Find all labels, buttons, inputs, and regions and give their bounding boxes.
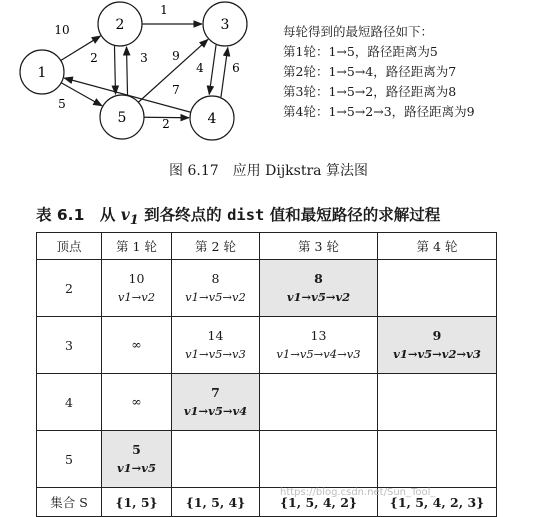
edge-weight-1-2: 10 — [54, 23, 70, 37]
figure-caption: 图 6.17 应用 Dijkstra 算法图 — [169, 163, 368, 179]
node-label-1: 1 — [37, 65, 47, 81]
dist-value: 10 — [128, 271, 145, 286]
dist-path: v1→v5 — [116, 461, 156, 475]
dist-cell — [378, 374, 497, 431]
dist-path: v1→v5→v3 — [185, 347, 246, 361]
table-row — [37, 317, 497, 374]
footer-set-round-4: {1, 5, 4, 2, 3} — [378, 488, 497, 517]
round-3-line: 第3轮：1→5→2，路径距离为8 — [283, 84, 457, 99]
table-title-var-sub: 1 — [129, 213, 139, 229]
dist-value: 8 — [314, 271, 323, 286]
node-label-3: 3 — [220, 17, 230, 33]
edge-weight-4-1: 7 — [172, 83, 180, 97]
edge-5-2 — [126, 47, 127, 95]
dist-cell — [260, 374, 378, 431]
round-4-line: 第4轮：1→5→2→3，路径距离为9 — [283, 104, 475, 119]
node-label-2: 2 — [115, 17, 125, 33]
dist-table — [36, 232, 497, 517]
vertex-cell: 5 — [37, 431, 102, 488]
dist-value: 5 — [132, 442, 141, 457]
dist-path: v1→v5→v2 — [185, 290, 246, 304]
dist-cell — [102, 317, 172, 374]
dist-value: 8 — [211, 271, 220, 286]
dist-value: 13 — [310, 328, 327, 343]
dist-path: v1→v2 — [117, 290, 156, 304]
footer-label: 集合 S — [37, 488, 102, 517]
dist-path: v1→v5→v4 — [183, 404, 248, 418]
dist-path: v1→v5→v2→v3 — [393, 347, 481, 361]
round-2-line: 第2轮：1→5→4，路径距离为7 — [283, 64, 457, 79]
dist-value: 14 — [207, 328, 224, 343]
dist-cell — [102, 260, 172, 317]
edge-weight-5-4: 2 — [162, 117, 170, 131]
table-title-middle: 到各终点的 — [138, 206, 228, 224]
dist-cell — [172, 431, 260, 488]
node-label-5: 5 — [117, 110, 127, 126]
node-label-4: 4 — [207, 111, 217, 127]
dijkstra-graph — [0, 0, 280, 155]
dist-value: ∞ — [131, 394, 142, 409]
dist-cell — [172, 260, 260, 317]
edge-2-5 — [114, 46, 115, 94]
dist-cell — [378, 317, 497, 374]
table-title — [36, 203, 440, 228]
vertex-cell: 4 — [37, 374, 102, 431]
dist-value: 9 — [432, 328, 442, 343]
dist-value: ∞ — [131, 337, 142, 352]
header-round-1: 第 1 轮 — [102, 233, 172, 260]
footer-set-round-3: {1, 5, 4, 2} — [260, 488, 378, 517]
dist-cell — [260, 431, 378, 488]
edge-weight-5-3: 9 — [172, 49, 180, 63]
rounds-heading: 每轮得到的最短路径如下： — [283, 24, 434, 39]
vertex-cell: 3 — [37, 317, 102, 374]
table-title-mono: dist — [227, 206, 265, 224]
round-1-line: 第1轮：1→5，路径距离为5 — [283, 44, 438, 59]
table-row — [37, 374, 497, 431]
dist-cell — [260, 317, 378, 374]
table-title-var: v — [120, 205, 130, 224]
dist-cell — [172, 374, 260, 431]
footer-set-round-1: {1, 5} — [102, 488, 172, 517]
dist-cell — [102, 374, 172, 431]
dist-cell — [378, 431, 497, 488]
table-title-suffix: 值和最短路径的求解过程 — [264, 206, 441, 224]
table-row — [37, 431, 497, 488]
edge-4-3 — [221, 48, 228, 97]
edge-weight-4-3: 6 — [232, 61, 240, 75]
header-round-4: 第 4 轮 — [378, 233, 497, 260]
footer-set-round-2: {1, 5, 4} — [172, 488, 260, 517]
dist-cell — [260, 260, 378, 317]
dist-cell — [172, 317, 260, 374]
header-vertex: 顶点 — [37, 233, 102, 260]
vertex-cell: 2 — [37, 260, 102, 317]
header-round-2: 第 2 轮 — [172, 233, 260, 260]
edge-3-4 — [209, 45, 216, 94]
shortest-path-rounds — [283, 22, 475, 122]
dist-path: v1→v5→v4→v3 — [276, 347, 361, 361]
edge-weight-1-5: 5 — [58, 97, 66, 111]
watermark: https://blog.csdn.net/Sun_Tool_ — [280, 487, 436, 498]
header-round-3: 第 3 轮 — [260, 233, 378, 260]
dist-value: 7 — [211, 385, 220, 400]
edge-weight-2-3: 1 — [160, 3, 168, 17]
dist-path: v1→v5→v2 — [286, 290, 351, 304]
table-row — [37, 260, 497, 317]
dist-cell — [102, 431, 172, 488]
table-title-prefix: 表 6.1 从 — [36, 206, 121, 224]
dist-cell — [378, 260, 497, 317]
edge-weight-5-2: 3 — [140, 51, 148, 65]
edge-weight-3-4: 4 — [196, 61, 204, 75]
edge-weight-2-5: 2 — [90, 51, 98, 65]
